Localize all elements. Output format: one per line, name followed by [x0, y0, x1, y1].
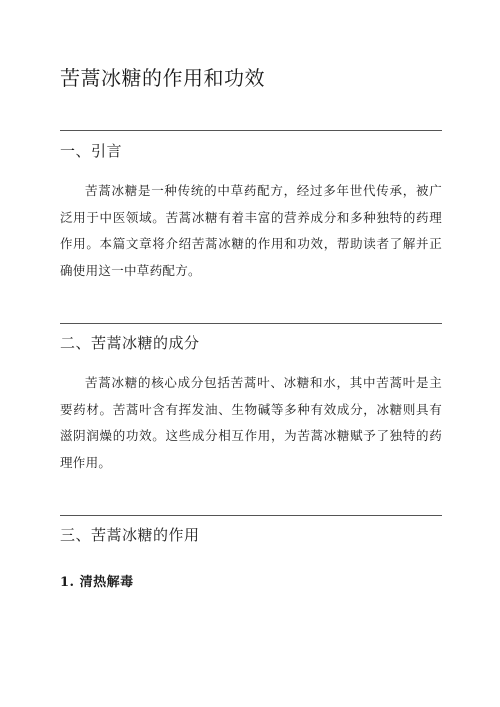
- section-paragraph-intro: 苦蒿冰糖是一种传统的中草药配方，经过多年世代传承，被广泛用于中医领域。苦蒿冰糖有着丰富的营养成分和多种独特的药理作用。本篇文章将介绍苦蒿冰糖的作用和功效，帮助读者了解并正确使用这一中草药配方。: [60, 183, 442, 279]
- document-title: 苦蒿冰糖的作用和功效: [60, 66, 265, 90]
- subheading-clear-heat: 1. 清热解毒: [60, 575, 134, 590]
- section-divider: [60, 323, 442, 324]
- section-heading-ingredients: 二、苦蒿冰糖的成分: [60, 334, 200, 352]
- section-divider: [60, 515, 442, 516]
- section-divider: [60, 130, 442, 131]
- section-heading-intro: 一、引言: [60, 142, 123, 160]
- section-paragraph-ingredients: 苦蒿冰糖的核心成分包括苦蒿叶、冰糖和水，其中苦蒿叶是主要药材。苦蒿叶含有挥发油、生物碱等多种有效成分，冰糖则具有滋阴润燥的功效。这些成分相互作用，为苦蒿冰糖赋予了独特的药理作用。: [60, 375, 442, 471]
- section-heading-effects: 三、苦蒿冰糖的作用: [60, 526, 200, 544]
